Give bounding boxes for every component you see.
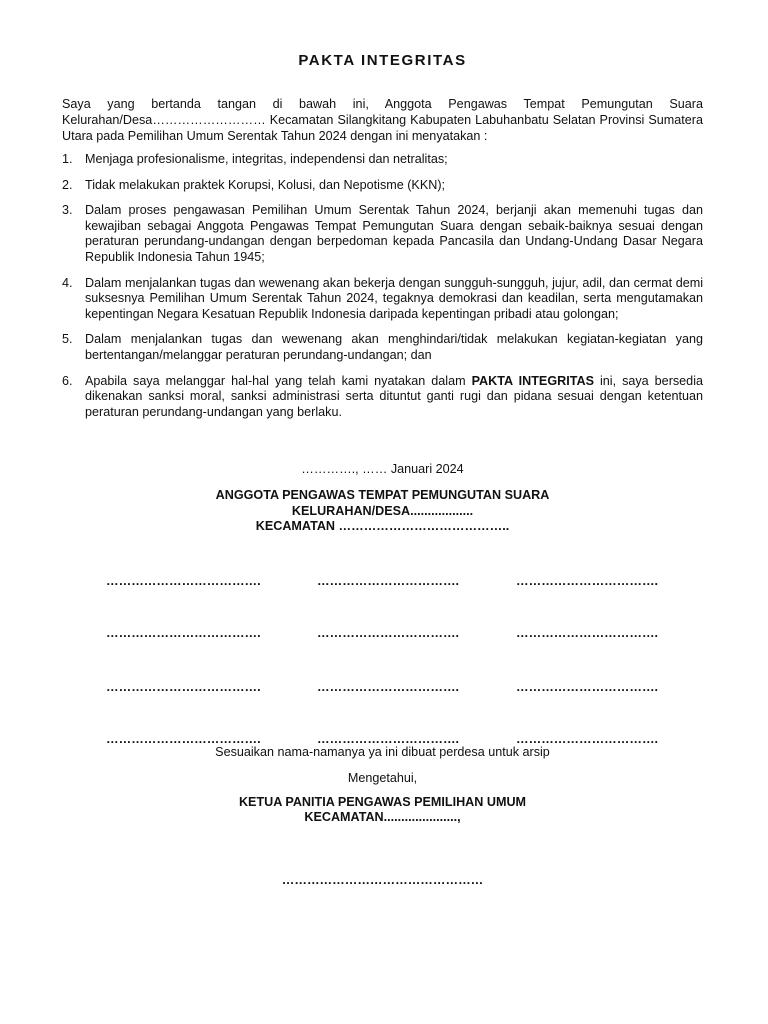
statement-item	[62, 276, 703, 323]
date-line: …………., …… Januari 2024	[301, 462, 464, 476]
signature-line: …………………………….	[317, 574, 460, 588]
signature-row	[62, 680, 703, 696]
organization-block	[62, 488, 703, 535]
statement-item	[62, 203, 703, 265]
statement-list	[62, 152, 703, 420]
signature-line: …………………………….	[317, 626, 460, 640]
item-text: Menjaga profesionalisme, integritas, independensi dan netralitas;	[85, 152, 448, 166]
item-number: 4.	[62, 275, 73, 290]
item-text-after: ini, saya bersedia dikenakan sanksi moral, sanksi administrasi serta dituntut ganti rugi dan pidana sesuai dengan ketentuan peraturan perundang-undangan yang berlaku.	[85, 373, 703, 419]
chief-line-2: KECAMATAN.....................,	[304, 810, 461, 824]
signature-line: …………………………….	[516, 626, 659, 640]
chief-line-1: KETUA PANITIA PENGAWAS PEMILIHAN UMUM	[238, 795, 527, 809]
signature-line: ……………………………….	[106, 732, 261, 746]
chief-block	[62, 795, 703, 825]
statement-item	[62, 152, 703, 168]
signature-line: …………………………….	[516, 680, 659, 694]
item-text: Dalam menjalankan tugas dan wewenang akan menghindari/tidak melakukan kegiatan-kegiatan yang bertentangan/melanggar peraturan perundang-undangan; dan	[85, 332, 703, 362]
org-line-2: KELURAHAN/DESA..................	[291, 503, 474, 518]
item-text: Dalam proses pengawasan Pemilihan Umum Serentak Tahun 2024, berjanji akan memenuhi tugas dan kewajiban sebagai Anggota Pengawas Tempat Pemungutan Suara dengan sebaik-baiknya sesuai dengan peraturan perundang-undangan dengan berpedoman kepada Pancasila dan Undang-Undang Dasar Negara Republik Indonesia Tahun 1945;	[85, 203, 703, 264]
signature-row	[62, 574, 703, 590]
signature-line: ……………………………….	[106, 626, 261, 640]
signature-line: ……………………………….	[106, 680, 261, 694]
signature-row	[62, 626, 703, 642]
statement-item	[62, 178, 703, 194]
signature-line: …………………………….	[516, 574, 659, 588]
item-text-bold: PAKTA INTEGRITAS	[471, 373, 594, 388]
acknowledged-label: Mengetahui,	[347, 771, 418, 785]
item-text: Tidak melakukan praktek Korupsi, Kolusi, dan Nepotisme (KKN);	[85, 177, 446, 192]
signature-line: …………………………….	[516, 732, 659, 746]
intro-paragraph: Saya yang bertanda tangan di bawah ini, Anggota Pengawas Tempat Pemungutan Suara Kelurahan/Desa……………………… Kecamatan Silangkitang Kabupaten Labuhanbatu Selatan Provinsi Sumatera Utara pada Pemilihan Umum Serentak Tahun 2024 dengan ini menyatakan :	[62, 97, 703, 143]
item-number: 5.	[62, 332, 73, 347]
item-number: 3.	[62, 203, 73, 218]
signature-line: …………………………….	[317, 732, 460, 746]
chief-signature-line: …………………………………………	[281, 873, 484, 887]
archive-note: Sesuaikan nama-namanya ya ini dibuat perdesa untuk arsip	[215, 745, 550, 759]
item-text-before: Apabila saya melanggar hal-hal yang telah kami nyatakan dalam	[85, 373, 472, 388]
org-line-1: ANGGOTA PENGAWAS TEMPAT PEMUNGUTAN SUARA	[215, 488, 550, 502]
statement-item	[62, 332, 703, 363]
item-number: 1.	[62, 152, 73, 166]
document-title: PAKTA INTEGRITAS	[298, 52, 467, 69]
item-number: 2.	[62, 177, 73, 192]
signature-line: …………………………….	[317, 680, 460, 694]
signature-line: ……………………………….	[106, 574, 261, 588]
item-text: Dalam menjalankan tugas dan wewenang akan bekerja dengan sungguh-sungguh, jujur, adil, dan cermat demi suksesnya Pemilihan Umum Serentak Tahun 2024, tegaknya demokrasi dan keadilan, serta mengutamakan kepentingan Negara Kesatuan Republik Indonesia daripada kepentingan pribadi atau golongan;	[85, 275, 703, 321]
item-number: 6.	[62, 373, 73, 388]
org-line-3: KECAMATAN …………………………………..	[255, 519, 510, 533]
statement-item	[62, 374, 703, 421]
